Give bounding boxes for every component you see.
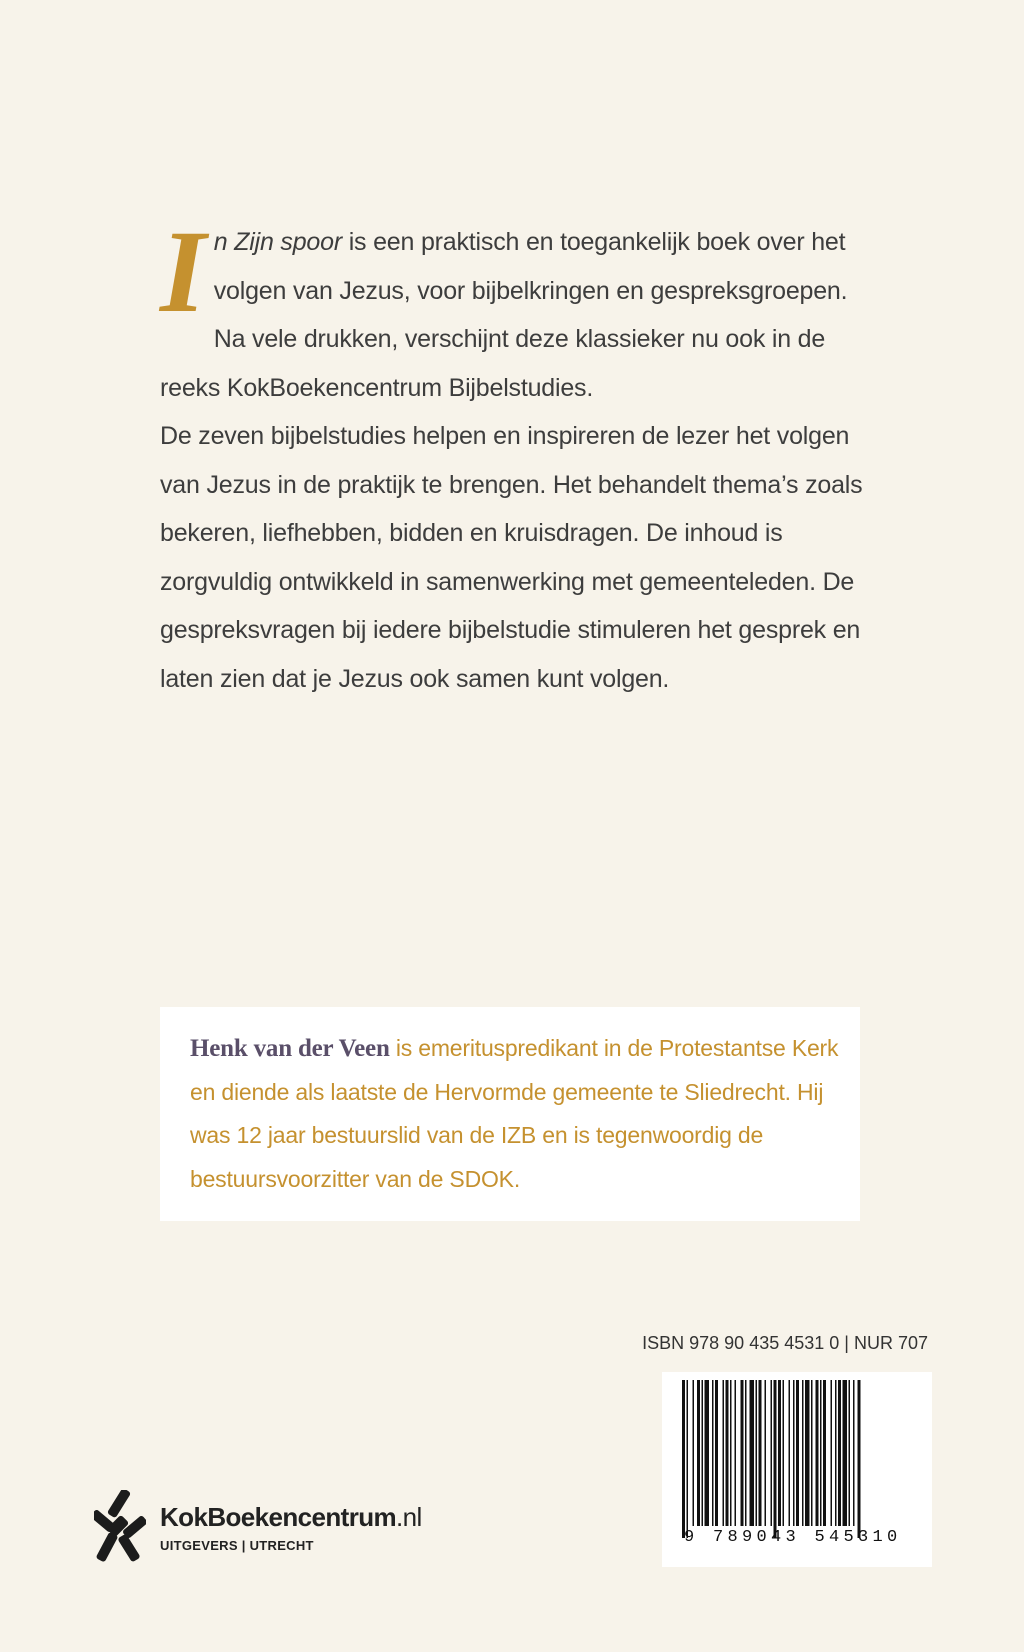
barcode-bar bbox=[805, 1380, 810, 1526]
barcode-bar bbox=[835, 1380, 837, 1526]
barcode-bar bbox=[759, 1380, 762, 1526]
barcode-bar bbox=[789, 1380, 791, 1526]
book-title: n Zijn spoor bbox=[213, 228, 342, 256]
barcode-bar bbox=[715, 1380, 718, 1526]
author-bio bbox=[190, 1027, 840, 1201]
barcode-bar bbox=[793, 1380, 795, 1526]
blurb-paragraph-2: Na vele drukken, verschijnt deze klassieker nu ook in de reeks KokBoekencentrum Bijbelstudies. bbox=[160, 325, 826, 402]
barcode-bar bbox=[838, 1380, 841, 1526]
barcode-bar bbox=[765, 1380, 767, 1526]
barcode-bar bbox=[831, 1380, 833, 1526]
blurb-paragraph-1 bbox=[160, 218, 880, 315]
barcode-bar bbox=[796, 1380, 799, 1526]
author-name: Henk van der Veen bbox=[190, 1035, 390, 1062]
barcode-bar bbox=[802, 1380, 804, 1526]
barcode-bar bbox=[820, 1380, 822, 1526]
barcode-bar bbox=[823, 1380, 826, 1526]
barcode-bar bbox=[702, 1380, 704, 1526]
drop-cap-letter: I bbox=[160, 206, 206, 337]
barcode-bar bbox=[687, 1380, 689, 1538]
barcode-bar bbox=[756, 1380, 758, 1526]
barcode-bar bbox=[774, 1380, 777, 1538]
kokboekencentrum-logo-icon bbox=[94, 1490, 146, 1562]
barcode bbox=[662, 1372, 932, 1567]
publisher-name-main: KokBoekencentrum bbox=[160, 1502, 397, 1532]
blurb-paragraph-3: De zeven bijbelstudies helpen en inspireren de lezer het volgen van Jezus in de praktijk te brengen. Het behandelt thema’s zoals bekeren, liefhebben, bidden en kruisdragen. De inhoud is zorgvuldig ontwikkeld in samenwerking met gemeenteleden. De gespreksvragen bij iedere bijbelstudie stimuleren het gesprek en laten zien dat je Jezus ook samen kunt volgen. bbox=[160, 422, 863, 693]
publisher-name bbox=[160, 1502, 422, 1533]
barcode-bar bbox=[843, 1380, 848, 1526]
barcode-bar bbox=[778, 1380, 781, 1526]
isbn-nur-line: ISBN 978 90 435 4531 0 | NUR 707 bbox=[642, 1333, 928, 1353]
barcode-bar bbox=[745, 1380, 747, 1526]
author-bio-text: is emerituspredikant in de Protestantse Kerk en diende als laatste de Hervormde gemeente te Sliedrecht. Hij was 12 jaar bestuurslid van de IZB en is tegenwoordig de bestuursvoorzitter van de SDOK. bbox=[190, 1035, 839, 1192]
barcode-bar bbox=[705, 1380, 710, 1526]
barcode-bar bbox=[682, 1380, 685, 1538]
barcode-bar bbox=[783, 1380, 785, 1526]
barcode-bar bbox=[697, 1380, 700, 1526]
barcode-bar bbox=[726, 1380, 729, 1526]
publisher-tagline: UITGEVERS | UTRECHT bbox=[160, 1538, 314, 1553]
back-cover-blurb bbox=[160, 206, 880, 703]
author-bio-box bbox=[160, 1007, 860, 1221]
barcode-bar bbox=[735, 1380, 737, 1526]
blurb-line-1-text: is een praktisch en toegankelijk boek over het volgen van Jezus, voor bijbelkringen en gespreksgroepen. bbox=[213, 228, 848, 305]
barcode-bar bbox=[858, 1380, 861, 1538]
barcode-bar bbox=[741, 1380, 744, 1526]
barcode-bar bbox=[853, 1380, 855, 1526]
barcode-bar bbox=[693, 1380, 695, 1526]
barcode-digits: 9 789043 545310 bbox=[684, 1528, 902, 1547]
barcode-bar bbox=[849, 1380, 851, 1526]
barcode-bar bbox=[730, 1380, 732, 1526]
barcode-bar bbox=[771, 1380, 773, 1526]
barcode-bar bbox=[723, 1380, 725, 1526]
publisher-name-tld: .nl bbox=[396, 1502, 422, 1532]
barcode-bar bbox=[811, 1380, 813, 1526]
barcode-bar bbox=[750, 1380, 755, 1526]
barcode-bar bbox=[816, 1380, 819, 1526]
barcode-bar bbox=[712, 1380, 714, 1526]
